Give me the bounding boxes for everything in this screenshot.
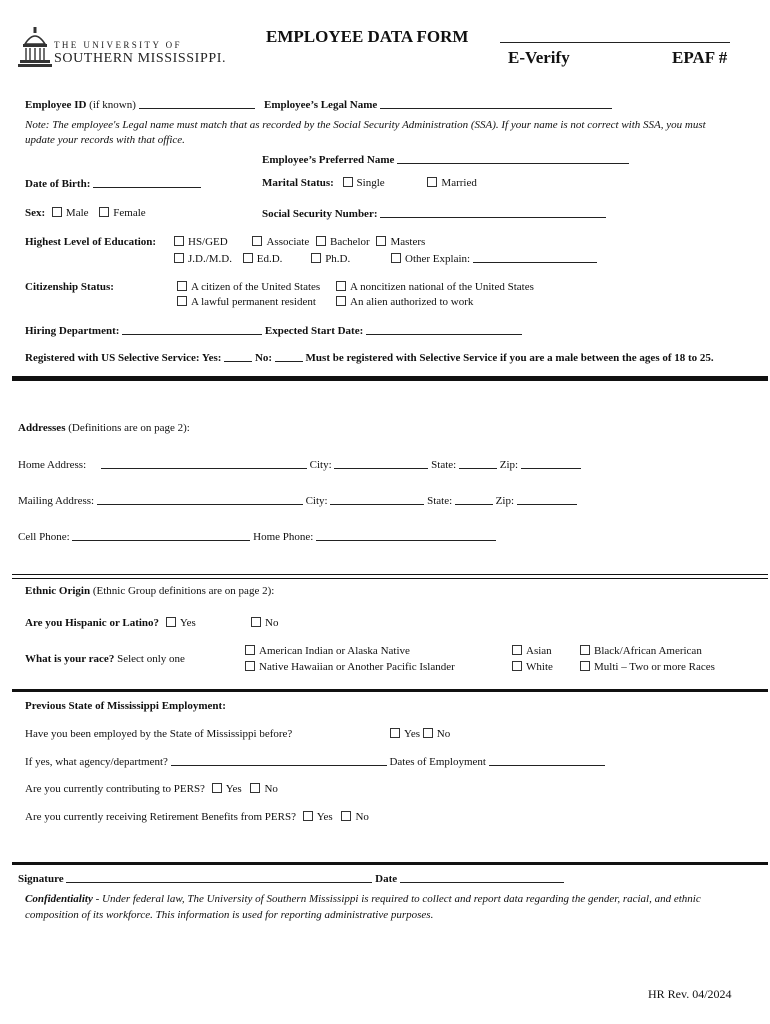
- jd-md-checkbox[interactable]: [174, 253, 184, 263]
- mailing-zip-field[interactable]: [517, 494, 577, 505]
- masters-label: Masters: [390, 236, 426, 248]
- edd-label: Ed.D.: [256, 253, 283, 265]
- pers-heading: Previous State of Mississippi Employment:: [25, 700, 226, 712]
- alien-authorized-checkbox[interactable]: [336, 296, 346, 306]
- asian-checkbox[interactable]: [512, 645, 522, 655]
- race-question-row: [25, 653, 185, 665]
- pers-contributing-no-checkbox[interactable]: [250, 783, 260, 793]
- sex-row: [25, 207, 146, 219]
- pers-q3-row: [25, 783, 278, 795]
- single-checkbox[interactable]: [343, 177, 353, 187]
- dob-label: Date of Birth:: [25, 178, 91, 190]
- hiring-department-label: Hiring Department:: [25, 325, 120, 337]
- citizen-checkbox[interactable]: [177, 281, 187, 291]
- hispanic-no-row: [251, 617, 278, 629]
- legal-name-label: Employee’s Legal Name: [264, 99, 378, 111]
- race-question: What is your race?: [25, 653, 115, 665]
- citizenship-label: Citizenship Status:: [25, 281, 114, 293]
- race-white: [512, 661, 553, 673]
- hispanic-no-label: No: [265, 617, 279, 629]
- home-address-label: Home Address:: [18, 459, 87, 471]
- mailing-city-label: City:: [305, 495, 328, 507]
- marital-row: [262, 177, 477, 189]
- home-city-label: City:: [309, 459, 332, 471]
- white-label: White: [526, 661, 553, 673]
- start-date-field[interactable]: [366, 324, 522, 335]
- ssn-row: [262, 207, 606, 220]
- everify-label: E-Verify: [508, 48, 570, 67]
- employee-id-note: (if known): [89, 99, 136, 111]
- race-multi: [580, 661, 715, 673]
- other-education-field[interactable]: [473, 252, 597, 263]
- other-education-checkbox[interactable]: [391, 253, 401, 263]
- home-address-row: [18, 458, 581, 471]
- edd-checkbox[interactable]: [243, 253, 253, 263]
- home-zip-field[interactable]: [521, 458, 581, 469]
- citizenship-row-2b: [336, 296, 473, 308]
- cell-phone-field[interactable]: [72, 530, 250, 541]
- signature-field[interactable]: [66, 872, 372, 883]
- selective-service-row: [25, 351, 714, 364]
- hiring-department-field[interactable]: [122, 324, 262, 335]
- white-checkbox[interactable]: [512, 661, 522, 671]
- pers-q1-options: [390, 728, 450, 740]
- confidentiality-label: Confidentiality: [25, 893, 93, 905]
- section-divider-4: [12, 862, 768, 865]
- ssn-field[interactable]: [380, 207, 606, 218]
- date-label: Date: [375, 873, 398, 885]
- pers-contributing-yes-label: Yes: [225, 783, 242, 795]
- university-logo: [18, 26, 243, 70]
- cell-phone-label: Cell Phone:: [18, 531, 70, 543]
- dates-employment-field[interactable]: [489, 755, 605, 766]
- home-address-field[interactable]: [101, 458, 307, 469]
- race-american-indian: [245, 645, 410, 657]
- multi-race-label: Multi – Two or more Races: [594, 661, 715, 673]
- citizenship-row-1: [177, 281, 320, 293]
- hispanic-question: Are you Hispanic or Latino?: [25, 617, 160, 629]
- associate-label: Associate: [266, 236, 310, 248]
- dob-row: [25, 177, 201, 190]
- employee-id-row: [25, 98, 255, 111]
- phone-row: [18, 530, 496, 543]
- hispanic-no-checkbox[interactable]: [251, 617, 261, 627]
- home-state-label: State:: [431, 459, 457, 471]
- pers-retirement-no-checkbox[interactable]: [341, 811, 351, 821]
- pers-q1-row: [25, 728, 292, 740]
- state-employed-no-label: No: [436, 728, 451, 740]
- state-employed-yes-label: Yes: [404, 728, 421, 740]
- mailing-state-label: State:: [427, 495, 453, 507]
- citizenship-row-1b: [336, 281, 534, 293]
- race-black: [580, 645, 702, 657]
- state-employed-no-checkbox[interactable]: [423, 728, 433, 738]
- citizenship-row-2: [177, 296, 316, 308]
- home-phone-field[interactable]: [316, 530, 496, 541]
- pers-contributing-no-label: No: [264, 783, 278, 795]
- dates-employment-label: Dates of Employment: [389, 756, 486, 768]
- phd-checkbox[interactable]: [311, 253, 321, 263]
- noncitizen-national-label: A noncitizen national of the United States: [350, 281, 534, 293]
- selective-yes-field[interactable]: [224, 351, 252, 362]
- university-name-big: SOUTHERN MISSISSIPPI.: [54, 51, 227, 66]
- hispanic-row: [25, 617, 196, 629]
- confidentiality-text: - Under federal law, The University of Southern Mississippi is required to collect and report data regarding the gender, racial, and ethnic: [92, 893, 701, 905]
- masters-checkbox[interactable]: [376, 236, 386, 246]
- legal-name-note: Note: The employee's Legal name must match that as recorded by the Social Security Administration (SSA). If your name is not correct with SSA, you must: [25, 119, 706, 131]
- native-hawaiian-checkbox[interactable]: [245, 661, 255, 671]
- epaf-label: EPAF #: [672, 48, 728, 67]
- employee-id-field[interactable]: [139, 98, 255, 109]
- state-employed-question: Have you been employed by the State of Mississippi before?: [25, 728, 293, 740]
- selective-yes-label: Yes:: [201, 352, 222, 364]
- associate-checkbox[interactable]: [252, 236, 262, 246]
- hispanic-yes-checkbox[interactable]: [166, 617, 176, 627]
- male-label: Male: [65, 207, 89, 219]
- asian-label: Asian: [526, 645, 552, 657]
- married-checkbox[interactable]: [427, 177, 437, 187]
- preferred-name-row: [262, 153, 629, 166]
- section-divider-1: [12, 376, 768, 381]
- pers-retirement-yes-checkbox[interactable]: [303, 811, 313, 821]
- education-row-2: [174, 252, 597, 265]
- ethnic-heading-note: (Ethnic Group definitions are on page 2):: [92, 585, 275, 597]
- state-employed-yes-checkbox[interactable]: [390, 728, 400, 738]
- address-heading: [18, 422, 190, 434]
- jd-md-label: J.D./M.D.: [188, 253, 233, 265]
- section-divider-2: [12, 574, 768, 579]
- race-native-hawaiian: [245, 661, 455, 673]
- selective-no-label: No:: [254, 352, 273, 364]
- mailing-state-field[interactable]: [455, 494, 493, 505]
- signature-label: Signature: [18, 873, 64, 885]
- female-label: Female: [113, 207, 146, 219]
- everify-line[interactable]: [500, 42, 730, 43]
- preferred-name-field[interactable]: [397, 153, 629, 164]
- race-asian: [512, 645, 552, 657]
- noncitizen-national-checkbox[interactable]: [336, 281, 346, 291]
- pers-contributing-yes-checkbox[interactable]: [212, 783, 222, 793]
- pers-q4-row: [25, 811, 369, 823]
- alien-authorized-label: An alien authorized to work: [350, 296, 474, 308]
- ethnic-heading-label: Ethnic Origin: [25, 585, 91, 597]
- pers-q2-row: [25, 755, 605, 768]
- marital-label: Marital Status:: [262, 177, 334, 189]
- multi-race-checkbox[interactable]: [580, 661, 590, 671]
- black-label: Black/African American: [594, 645, 702, 657]
- hs-ged-label: HS/GED: [188, 236, 228, 248]
- mailing-address-row: [18, 494, 577, 507]
- pers-retirement-no-label: No: [355, 811, 369, 823]
- address-heading-note: (Definitions are on page 2):: [68, 422, 190, 434]
- hispanic-yes-label: Yes: [179, 617, 196, 629]
- other-education-label: Other Explain:: [405, 253, 471, 265]
- hiring-row: [25, 324, 522, 337]
- section-divider-3: [12, 689, 768, 692]
- permanent-resident-checkbox[interactable]: [177, 296, 187, 306]
- agency-field[interactable]: [171, 755, 387, 766]
- home-zip-label: Zip:: [499, 459, 519, 471]
- mailing-zip-label: Zip:: [495, 495, 515, 507]
- single-label: Single: [356, 177, 385, 189]
- sex-label: Sex:: [25, 207, 46, 219]
- legal-name-note-2: update your records with that office.: [25, 134, 185, 146]
- legal-name-field[interactable]: [380, 98, 612, 109]
- phd-label: Ph.D.: [325, 253, 351, 265]
- black-checkbox[interactable]: [580, 645, 590, 655]
- ssn-label: Social Security Number:: [262, 208, 378, 220]
- agency-label: If yes, what agency/department?: [25, 756, 168, 768]
- employee-id-label: Employee ID: [25, 99, 87, 111]
- confidentiality-note: [25, 893, 701, 905]
- permanent-resident-label: A lawful permanent resident: [191, 296, 316, 308]
- pers-retirement-question: Are you currently receiving Retirement Benefits from PERS?: [25, 811, 296, 823]
- selective-no-field[interactable]: [275, 351, 303, 362]
- ethnic-heading: [25, 585, 274, 597]
- mailing-address-label: Mailing Address:: [18, 495, 95, 507]
- pers-contributing-question: Are you currently contributing to PERS?: [25, 783, 205, 795]
- university-name-small: THE UNIVERSITY OF: [54, 40, 182, 50]
- signature-row: [18, 872, 564, 885]
- address-heading-label: Addresses: [18, 422, 66, 434]
- citizen-label: A citizen of the United States: [191, 281, 321, 293]
- date-field[interactable]: [400, 872, 564, 883]
- hs-ged-checkbox[interactable]: [174, 236, 184, 246]
- form-title: EMPLOYEE DATA FORM: [266, 27, 469, 46]
- native-hawaiian-label: Native Hawaiian or Another Pacific Islander: [259, 661, 455, 673]
- selective-service-note: Must be registered with Selective Service if you are a male between the ages of 18 to 25.: [305, 352, 714, 364]
- mailing-address-field[interactable]: [97, 494, 303, 505]
- female-checkbox[interactable]: [99, 207, 109, 217]
- dob-field[interactable]: [93, 177, 201, 188]
- confidentiality-note-2: composition of its workforce. This information is used for reporting administrative purposes.: [25, 909, 434, 921]
- race-note: Select only one: [117, 653, 185, 665]
- education-label: Highest Level of Education:: [25, 236, 157, 248]
- american-indian-label: American Indian or Alaska Native: [259, 645, 410, 657]
- american-indian-checkbox[interactable]: [245, 645, 255, 655]
- building-dome-icon: [18, 26, 52, 70]
- male-checkbox[interactable]: [52, 207, 62, 217]
- home-city-field[interactable]: [334, 458, 428, 469]
- pers-retirement-yes-label: Yes: [316, 811, 333, 823]
- preferred-name-label: Employee’s Preferred Name: [262, 154, 395, 166]
- married-label: Married: [441, 177, 477, 189]
- mailing-city-field[interactable]: [330, 494, 424, 505]
- home-phone-label: Home Phone:: [253, 531, 314, 543]
- start-date-label: Expected Start Date:: [264, 325, 364, 337]
- home-state-field[interactable]: [459, 458, 497, 469]
- bachelor-checkbox[interactable]: [316, 236, 326, 246]
- selective-service-label: Registered with US Selective Service:: [25, 352, 200, 364]
- education-row-1: [174, 236, 425, 248]
- bachelor-label: Bachelor: [330, 236, 370, 248]
- legal-name-row: [264, 98, 612, 111]
- revision-label: HR Rev. 04/2024: [648, 987, 732, 1001]
